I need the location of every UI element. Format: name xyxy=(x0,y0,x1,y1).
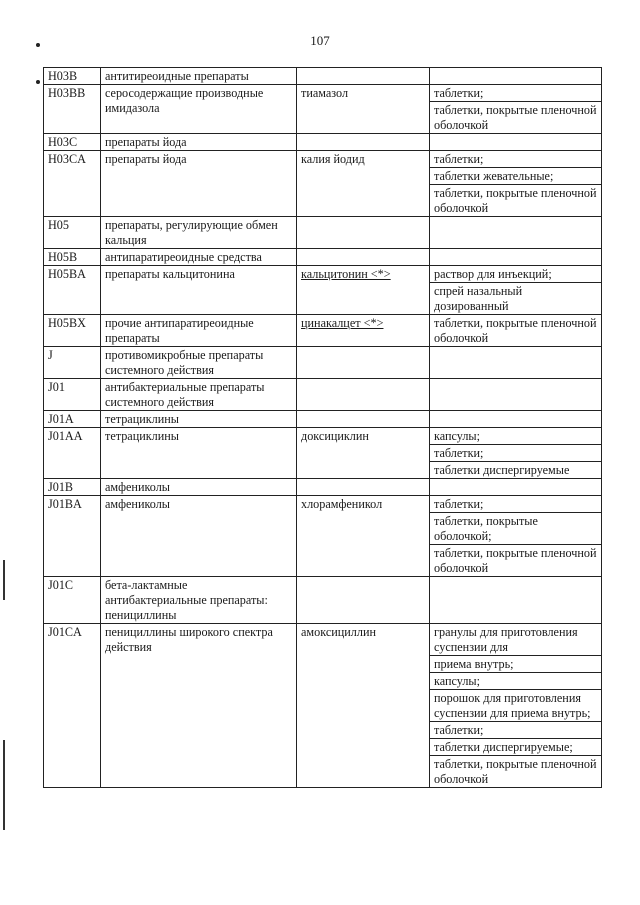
form-cell: капсулы; xyxy=(430,428,602,445)
form-cell: капсулы; xyxy=(430,673,602,690)
code-cell: H03C xyxy=(44,134,101,151)
name-cell xyxy=(297,249,430,266)
drug-name-link: цинакалцет <*> xyxy=(301,316,384,330)
scan-bullet-mark xyxy=(36,43,40,47)
table-row xyxy=(44,379,602,411)
drug-table-body xyxy=(44,68,602,788)
form-cell: таблетки, покрытые пленочной оболочкой xyxy=(430,102,602,134)
table-row xyxy=(44,315,602,347)
table-row xyxy=(44,217,602,249)
table-row xyxy=(44,577,602,624)
form-cell: таблетки; xyxy=(430,445,602,462)
group-cell: прочие антипаратиреоидные препараты xyxy=(101,315,297,347)
code-cell: H03B xyxy=(44,68,101,85)
name-cell: амоксициллин xyxy=(297,624,430,788)
code-cell: H05 xyxy=(44,217,101,249)
table-row xyxy=(44,134,602,151)
code-cell: J01A xyxy=(44,411,101,428)
group-cell: препараты йода xyxy=(101,134,297,151)
table-row xyxy=(44,68,602,85)
form-cell: таблетки, покрытые пленочной оболочкой xyxy=(430,756,602,788)
code-cell: J01CA xyxy=(44,624,101,788)
name-cell xyxy=(297,479,430,496)
page-number: 107 xyxy=(310,33,330,48)
code-cell: H05B xyxy=(44,249,101,266)
form-cell xyxy=(430,379,602,411)
name-cell xyxy=(297,68,430,85)
code-cell: H03BB xyxy=(44,85,101,134)
code-cell: J01AA xyxy=(44,428,101,479)
code-cell: H05BX xyxy=(44,315,101,347)
drug-table xyxy=(43,67,602,788)
group-cell: тетрациклины xyxy=(101,411,297,428)
form-cell: таблетки, покрытые пленочной оболочкой xyxy=(430,185,602,217)
name-cell: калия йодид xyxy=(297,151,430,217)
name-cell xyxy=(297,266,430,315)
name-cell xyxy=(297,577,430,624)
form-cell: таблетки; xyxy=(430,85,602,102)
form-cell: гранулы для приготовления суспензии для xyxy=(430,624,602,656)
drug-name-link: кальцитонин <*> xyxy=(301,267,391,281)
name-cell xyxy=(297,217,430,249)
form-cell: таблетки диспергируемые; xyxy=(430,739,602,756)
form-cell xyxy=(430,249,602,266)
code-cell: H05BA xyxy=(44,266,101,315)
name-cell xyxy=(297,315,430,347)
form-cell: таблетки; xyxy=(430,496,602,513)
name-cell xyxy=(297,379,430,411)
form-cell: раствор для инъекций; xyxy=(430,266,602,283)
table-row xyxy=(44,249,602,266)
scan-edge-mark xyxy=(3,740,5,830)
table-row xyxy=(44,428,602,445)
group-cell: амфениколы xyxy=(101,496,297,577)
group-cell: антибактериальные препараты системного действия xyxy=(101,379,297,411)
scan-edge-mark xyxy=(3,560,5,600)
form-cell: таблетки, покрытые пленочной оболочкой xyxy=(430,315,602,347)
name-cell: тиамазол xyxy=(297,85,430,134)
table-row xyxy=(44,479,602,496)
form-cell: таблетки, покрытые оболочкой; xyxy=(430,513,602,545)
form-cell: таблетки; xyxy=(430,722,602,739)
code-cell: J01 xyxy=(44,379,101,411)
table-row xyxy=(44,496,602,513)
table-row xyxy=(44,85,602,102)
group-cell: амфениколы xyxy=(101,479,297,496)
table-row xyxy=(44,266,602,283)
name-cell xyxy=(297,411,430,428)
form-cell xyxy=(430,217,602,249)
form-cell: порошок для приготовления суспензии для приема внутрь; xyxy=(430,690,602,722)
code-cell: H03CA xyxy=(44,151,101,217)
form-cell xyxy=(430,577,602,624)
code-cell: J01C xyxy=(44,577,101,624)
form-cell xyxy=(430,347,602,379)
form-cell xyxy=(430,68,602,85)
table-row xyxy=(44,151,602,168)
form-cell xyxy=(430,411,602,428)
form-cell xyxy=(430,134,602,151)
form-cell: спрей назальный дозированный xyxy=(430,283,602,315)
name-cell xyxy=(297,347,430,379)
group-cell: антитиреоидные препараты xyxy=(101,68,297,85)
form-cell xyxy=(430,479,602,496)
form-cell: таблетки диспергируемые xyxy=(430,462,602,479)
group-cell: противомикробные препараты системного действия xyxy=(101,347,297,379)
group-cell: препараты йода xyxy=(101,151,297,217)
name-cell xyxy=(297,134,430,151)
code-cell: J xyxy=(44,347,101,379)
group-cell: бета-лактамные антибактериальные препараты: пенициллины xyxy=(101,577,297,624)
form-cell: приема внутрь; xyxy=(430,656,602,673)
code-cell: J01B xyxy=(44,479,101,496)
group-cell: тетрациклины xyxy=(101,428,297,479)
group-cell: препараты, регулирующие обмен кальция xyxy=(101,217,297,249)
form-cell: таблетки; xyxy=(430,151,602,168)
scan-bullet-mark xyxy=(36,80,40,84)
name-cell: хлорамфеникол xyxy=(297,496,430,577)
table-row xyxy=(44,411,602,428)
code-cell: J01BA xyxy=(44,496,101,577)
table-row xyxy=(44,624,602,656)
group-cell: пенициллины широкого спектра действия xyxy=(101,624,297,788)
form-cell: таблетки, покрытые пленочной оболочкой xyxy=(430,545,602,577)
form-cell: таблетки жевательные; xyxy=(430,168,602,185)
group-cell: серосодержащие производные имидазола xyxy=(101,85,297,134)
group-cell: антипаратиреоидные средства xyxy=(101,249,297,266)
table-row xyxy=(44,347,602,379)
group-cell: препараты кальцитонина xyxy=(101,266,297,315)
name-cell: доксициклин xyxy=(297,428,430,479)
